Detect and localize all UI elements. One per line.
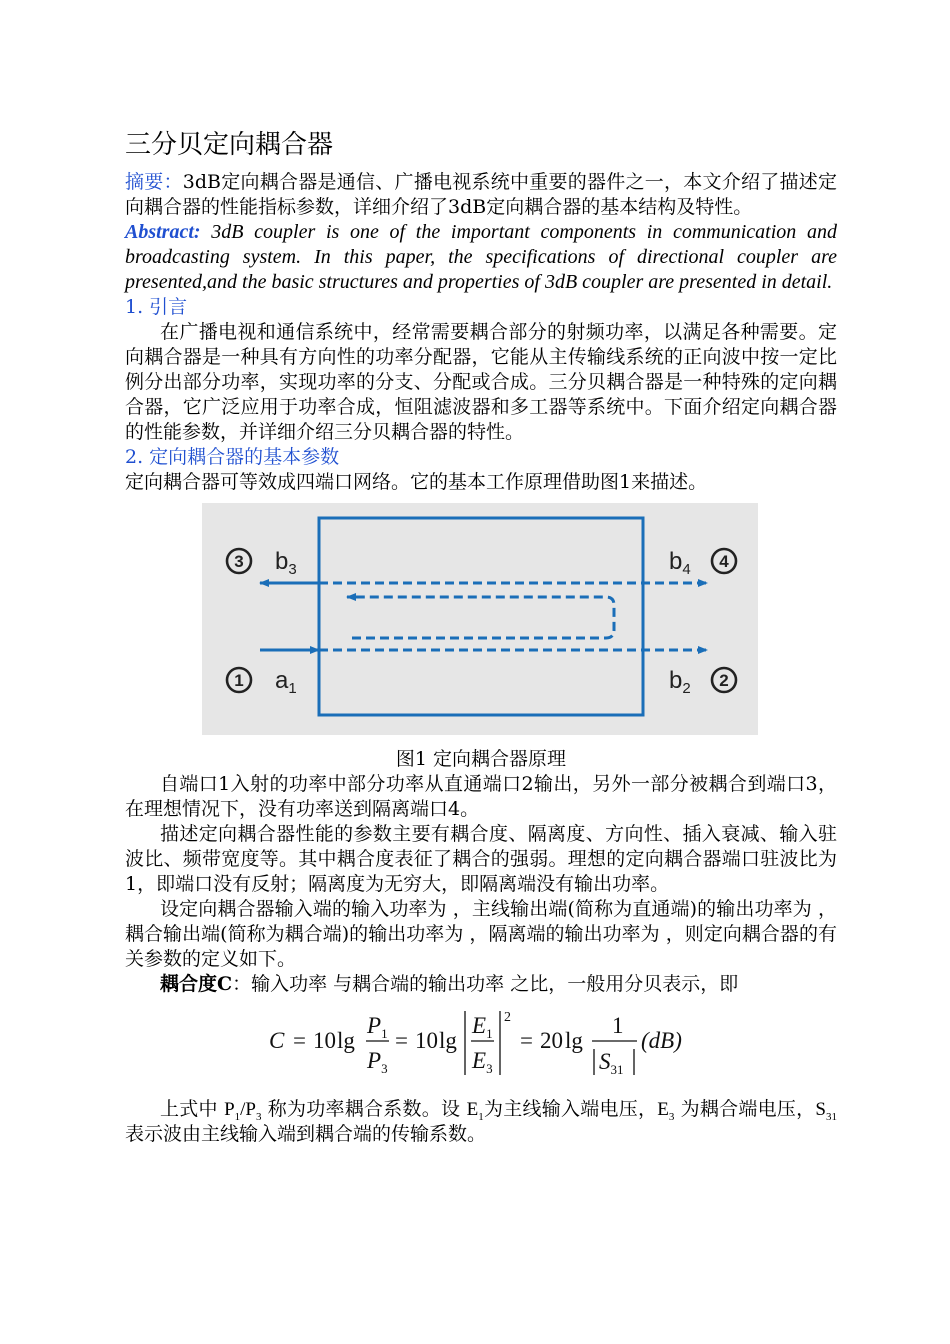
abstract-cn-text: 3dB定向耦合器是通信、广播电视系统中重要的器件之一，本文介绍了描述定向耦合器的性能指标参数，详细介绍了3dB定向耦合器的基本结构及特性。 [125,171,837,218]
abstract-cn-label: 摘要： [125,171,183,193]
svg-text:lg: lg [337,1028,355,1053]
svg-text:E3: $E_3$ [472,1048,493,1076]
document-title: 三分贝定向耦合器 [125,130,334,160]
abstract-en [125,220,837,295]
coupling-text: ：输入功率 与耦合端的输出功率 之比，一般用分贝表示，即 [232,973,739,995]
abstract-en-text: 3dB coupler is one of the important components in communication and broadcasting system. In this paper, the specifications of directional coupler are presented,and the basic structures and properties of 3dB coupler are presented in detail. [125,221,837,293]
abstract-en-label: Abstract: [125,221,201,243]
svg-text:=: = [293,1028,306,1053]
port3-marker [227,549,251,573]
section2-intro: 定向耦合器可等效成四端口网络。它的基本工作原理借助图1来描述。 [125,471,708,493]
coupling-formula [125,1003,837,1089]
svg-text:1: 1 [612,1013,624,1038]
svg-text:20: 20 [540,1028,563,1053]
section1-heading: 1. 引言 [125,296,188,318]
port4-number: 4 [719,552,729,571]
svg-text:2: 2 [504,1010,511,1025]
svg-text:C: C [269,1028,285,1053]
coupler-box [319,518,643,715]
coupler-diagram-svg [202,503,758,735]
abstract-cn [125,170,837,220]
svg-text:E1: $E_1$ [472,1013,493,1041]
paragraph-ports: 自端口1入射的功率中部分功率从直通端口2输出，另外一部分被耦合到端口3，在理想情况下，没有功率送到隔离端口4。 [125,773,837,820]
line-return-loop [347,597,614,638]
label-a1: $a_1$ [275,667,297,697]
port3-number: 3 [234,552,244,571]
svg-text:lg: lg [439,1028,457,1053]
label-b4: $b_4$ [669,548,691,578]
svg-text:P3: $P_3$ [367,1048,388,1076]
svg-text:P1: $P_1$ [367,1013,388,1041]
port1-marker [227,668,251,692]
label-b2: $b_2$ [669,667,691,697]
figure-caption: 图1 定向耦合器原理 [395,748,567,770]
svg-text:10: 10 [313,1028,336,1053]
port2-number: 2 [719,671,729,690]
paragraph-parameters: 描述定向耦合器性能的参数主要有耦合度、隔离度、方向性、插入衰减、输入驻波比、频带宽度等。其中耦合度表征了耦合的强弱。理想的定向耦合器端口驻波比为1，即端口没有反射；隔离度为无穷大，即隔离端没有输出功率。 [125,823,837,895]
section2-heading: 2. 定向耦合器的基本参数 [125,446,340,468]
svg-text:=: = [520,1028,533,1053]
port2-marker [712,668,736,692]
svg-text:(dB): (dB) [641,1028,682,1053]
paragraph-coupling [125,972,837,997]
label-b3: $b_3$ [275,548,297,578]
svg-text:S31: $S_{31}$ [599,1049,624,1077]
coupler-diagram [202,503,758,735]
paragraph-definitions: 设定向耦合器输入端的输入功率为 ，主线输出端(简称为直通端)的输出功率为 ，耦合输出端(简称为耦合端)的输出功率为 ，隔离端的输出功率为 ，则定向耦合器的有关参数的定义如下。 [125,898,837,970]
coupling-formula-svg [125,1003,837,1089]
paragraph-formula-notes: 上式中 $P_1/P_3$ 称为功率耦合系数。设 $E_1$为主线输入端电压，$E_3$ 为耦合端电压，$S_{31}$表示波由主线输入端到耦合端的传输系数。 [125,1098,837,1145]
svg-text:lg: lg [565,1028,583,1053]
port4-marker [712,549,736,573]
svg-text:=: = [395,1028,408,1053]
port1-number: 1 [234,671,244,690]
coupling-label: 耦合度C [160,973,233,995]
document-page [125,128,837,1147]
svg-text:10: 10 [415,1028,438,1053]
section1-paragraph: 在广播电视和通信系统中，经常需要耦合部分的射频功率，以满足各种需要。定向耦合器是一种具有方向性的功率分配器，它能从主传输线系统的正向波中按一定比例分出部分功率，实现功率的分支、分配或合成。三分贝耦合器是一种特殊的定向耦合器，它广泛应用于功率合成，恒阻滤波器和多工器等系统中。下面介绍定向耦合器的性能参数，并详细介绍三分贝耦合器的特性。 [125,321,837,443]
